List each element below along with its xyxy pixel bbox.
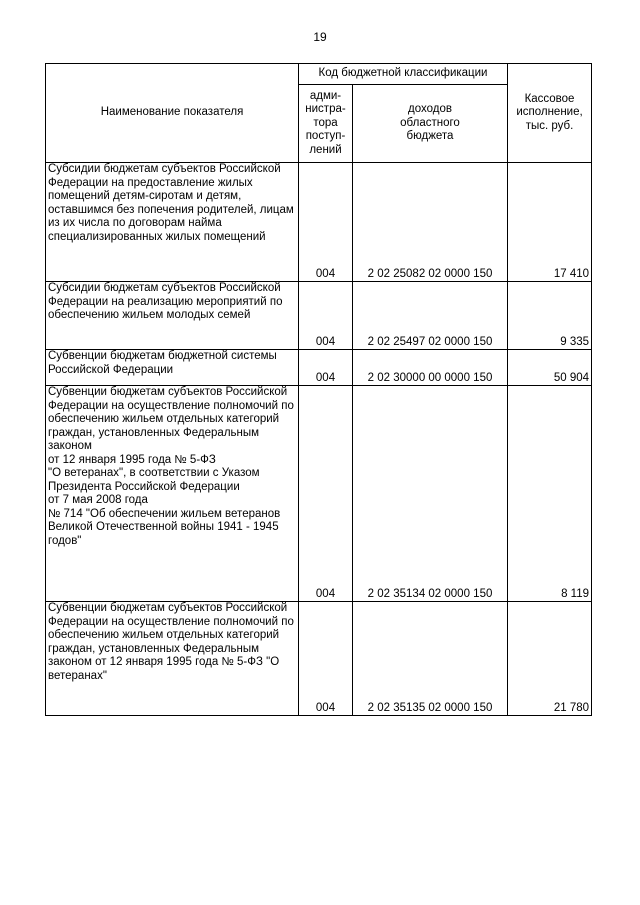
- row-amount: 9 335: [508, 282, 592, 350]
- row-name: Субвенции бюджетам бюджетной системы Российской Федерации: [46, 350, 299, 386]
- row-code: 2 02 25497 02 0000 150: [353, 282, 508, 350]
- row-admin: 004: [299, 386, 353, 602]
- table-row: [46, 602, 592, 716]
- row-code: 2 02 35135 02 0000 150: [353, 602, 508, 716]
- header-admin: адми- нистра- тора поступ- лений: [299, 85, 353, 163]
- table-row: [46, 350, 592, 386]
- row-code: 2 02 25082 02 0000 150: [353, 163, 508, 282]
- table-row: [46, 386, 592, 602]
- row-name: Субвенции бюджетам субъектов Российской Федерации на осуществление полномочий по обеспечению жильем отдельных категорий граждан, установленных Федеральным законом от 12 января 1995 года № 5-ФЗ "О ветеранах", в соответствии с Указом Президента Российской Федерации от 7 мая 2008 года № 714 "Об обеспечении жильем ветеранов Великой Отечественной войны 1941 - 1945 годов": [46, 386, 299, 602]
- budget-table: [45, 63, 592, 716]
- row-amount: 17 410: [508, 163, 592, 282]
- row-name: Субсидии бюджетам субъектов Российской Федерации на реализацию мероприятий по обеспечению жильем молодых семей: [46, 282, 299, 350]
- row-name: Субвенции бюджетам субъектов Российской Федерации на осуществление полномочий по обеспечению жильем отдельных категорий граждан, установленных Федеральным законом от 12 января 1995 года № 5-ФЗ "О ветеранах": [46, 602, 299, 716]
- row-admin: 004: [299, 282, 353, 350]
- row-amount: 8 119: [508, 386, 592, 602]
- row-admin: 004: [299, 602, 353, 716]
- header-income: доходов областного бюджета: [353, 85, 508, 163]
- row-amount: 21 780: [508, 602, 592, 716]
- table-row: [46, 282, 592, 350]
- row-name: Субсидии бюджетам субъектов Российской Федерации на предоставление жилых помещений детям-сиротам и детям, оставшимся без попечения родителей, лицам из их числа по договорам найма специализированных жилых помещений: [46, 163, 299, 282]
- row-admin: 004: [299, 350, 353, 386]
- header-code-group: Код бюджетной классификации: [299, 64, 508, 85]
- row-amount: 50 904: [508, 350, 592, 386]
- page-number: 19: [313, 30, 327, 44]
- header-name: Наименование показателя: [46, 64, 299, 163]
- row-admin: 004: [299, 163, 353, 282]
- header-amount: Кассовое исполнение, тыс. руб.: [508, 64, 592, 163]
- row-code: 2 02 35134 02 0000 150: [353, 386, 508, 602]
- row-code: 2 02 30000 00 0000 150: [353, 350, 508, 386]
- table-row: [46, 163, 592, 282]
